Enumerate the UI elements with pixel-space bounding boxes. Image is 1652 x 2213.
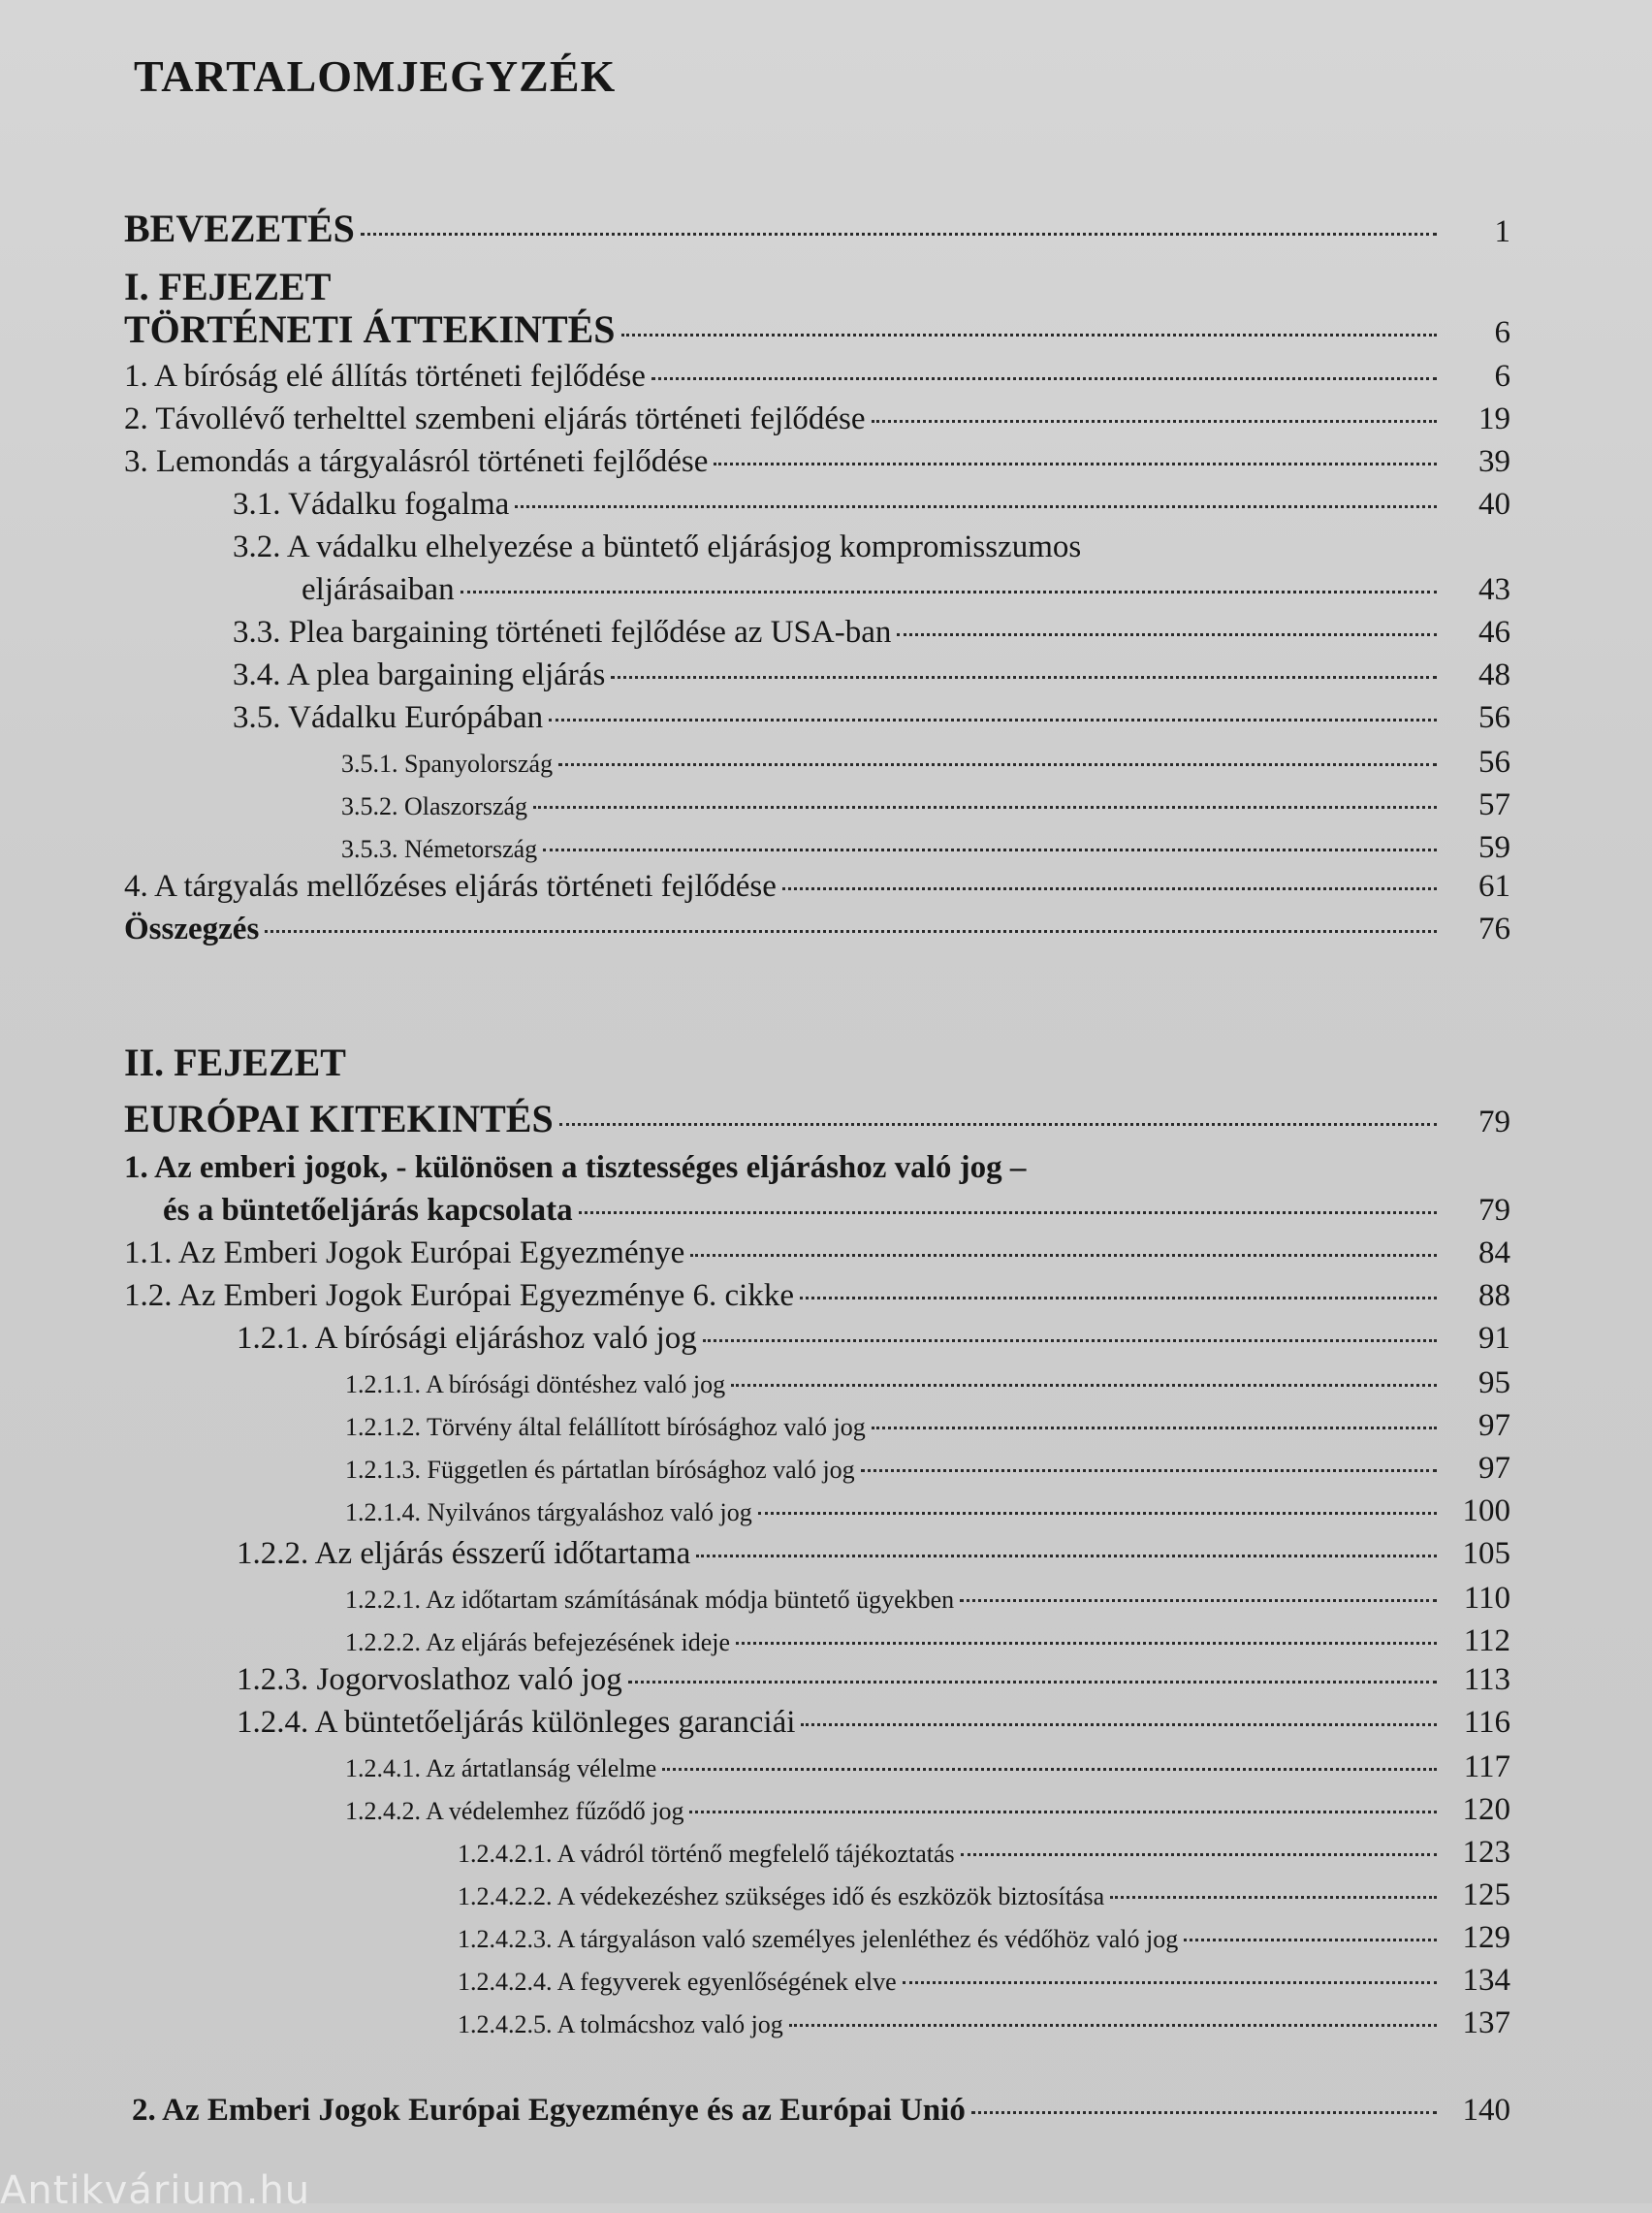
toc-entry [124,306,1510,352]
dot-leader [703,1339,1437,1342]
toc-entry-title: 1.2.1.2. Törvény által felállított bírósághoz való jog [345,1413,866,1441]
toc-entry-title: TÖRTÉNETI ÁTTEKINTÉS [124,307,616,351]
toc-entry-title: 3.2. A vádalku elhelyezése a büntető eljárásjog kompromisszumos [233,529,1082,564]
toc-entry-title: 1.2.4.2.3. A tárgyaláson való személyes jelenléthez és védőhöz való jog [458,1925,1179,1953]
toc-entry [345,1792,1510,1828]
toc-entry-page: 57 [1478,787,1510,822]
toc-entry-title: 1.2.4.2.4. A fegyverek egyenlőségének elve [458,1968,897,1996]
dot-leader [543,849,1437,851]
dot-leader [714,463,1437,465]
toc-entry-title: 4. A tárgyalás mellőzéses eljárás történeti fejlődése [124,869,777,904]
chapter-label: I. FEJEZET [124,265,332,308]
dot-leader [861,1469,1437,1472]
toc-entry-page: 39 [1478,444,1510,479]
toc-entry [124,1235,1510,1271]
toc-entry-title: 1.2. Az Emberi Jogok Európai Egyezménye 6. cikke [124,1278,794,1313]
toc-entry-title: 1.2.4.2.1. A vádról történő megfelelő tájékoztatás [458,1840,955,1868]
dot-leader [782,887,1437,890]
toc-entry-page: 112 [1463,1623,1510,1658]
dot-leader [872,420,1437,423]
toc-entry [124,359,1510,395]
toc-entry-page: 117 [1463,1749,1510,1784]
toc-entry-title: 2. Az Emberi Jogok Európai Egyezménye és az Európai Unió [132,2093,966,2128]
toc-entry-page: 76 [1478,912,1510,946]
dot-leader [800,1297,1437,1299]
toc-entry-page: 120 [1462,1792,1510,1827]
toc-entry-title: 1. Az emberi jogok, - különösen a tisztességes eljáráshoz való jog – [124,1150,1027,1185]
toc-entry-page: 140 [1462,2093,1510,2128]
toc-entry-page: 113 [1463,1662,1510,1697]
toc-entry-page: 95 [1478,1365,1510,1400]
toc-entry [458,1963,1510,1999]
toc-entry-title: 3.3. Plea bargaining történeti fejlődése az USA-ban [233,615,892,650]
toc-entry-title: 1.2.4.1. Az ártatlanság vélelme [345,1754,657,1782]
toc-entry [458,1920,1510,1956]
toc-entry [458,1877,1510,1913]
toc-entry [124,869,1510,905]
toc-entry-title: 1.1. Az Emberi Jogok Európai Egyezménye [124,1235,685,1270]
toc-entry [124,912,1510,947]
toc-entry [345,1451,1510,1487]
toc-entry-page: 46 [1478,615,1510,650]
dot-leader [696,1555,1437,1557]
toc-entry-page: 6 [1494,359,1510,394]
toc-entry-page: 61 [1478,869,1510,904]
toc-entry-page: 91 [1478,1321,1510,1356]
toc-entry-title: Összegzés [124,912,260,946]
toc-entry [163,1193,1510,1229]
dot-leader [801,1723,1437,1726]
toc-entry [233,700,1510,736]
page-title: TARTALOMJEGYZÉK [134,51,617,101]
toc-entry-title: 1. A bíróság elé állítás történeti fejlődése [124,359,646,394]
dot-leader [897,633,1437,636]
toc-entry-title: 3.4. A plea bargaining eljárás [233,657,606,692]
dot-leader [960,1599,1437,1602]
dot-leader [731,1384,1437,1387]
toc-entry [233,657,1510,693]
toc-entry-page: 88 [1478,1278,1510,1313]
toc-entry-page: 48 [1478,657,1510,692]
toc-entry [302,572,1510,608]
dot-leader [559,1123,1437,1126]
dot-leader [961,1853,1437,1856]
dot-leader [515,505,1437,508]
toc-entry [237,1705,1510,1741]
toc-entry-page: 97 [1478,1408,1510,1443]
toc-entry [341,830,1510,866]
toc-entry-page: 84 [1478,1235,1510,1270]
toc-entry-page: 134 [1462,1963,1510,1998]
dot-leader [758,1512,1437,1515]
toc-entry [341,745,1510,781]
toc-entry [124,444,1510,480]
toc-entry-page: 40 [1478,487,1510,522]
toc-entry-page: 59 [1478,830,1510,865]
toc-entry-title: 1.2.4.2.5. A tolmácshoz való jog [458,2010,783,2038]
toc-entry-title: 1.2.4.2. A védelemhez fűződő jog [345,1797,684,1825]
toc-entry [458,2005,1510,2041]
toc-entry-page: 79 [1478,1105,1510,1139]
toc-entry-title: 1.2.2.1. Az időtartam számításának módja büntető ügyekben [345,1586,955,1614]
dot-leader [558,763,1437,766]
toc-entry [233,529,1510,565]
toc-entry [345,1623,1510,1659]
toc-entry-title: 3. Lemondás a tárgyalásról történeti fejlődése [124,444,709,479]
toc-entry-page: 43 [1478,572,1510,607]
toc-entry [132,2093,1510,2129]
toc-entry-title: 2. Távollévő terhelttel szembeni eljárás történeti fejlődése [124,401,866,436]
toc-entry-page: 110 [1463,1581,1510,1616]
toc-entry-title: 1.2.1.3. Független és pártatlan bírósághoz való jog [345,1456,855,1484]
toc-entry-page: 56 [1478,700,1510,735]
toc-entry-title: 3.5.2. Olaszország [341,792,528,820]
dot-leader [628,1681,1437,1684]
toc-entry-title: 3.5.3. Németország [341,835,538,863]
dot-leader [689,1811,1437,1813]
toc-entry-page: 19 [1478,401,1510,436]
dot-leader [533,806,1437,809]
toc-entry [124,206,1510,251]
dot-leader [662,1768,1437,1771]
toc-entry-page: 1 [1494,214,1510,249]
toc-entry-title: 1.2.4.2.2. A védekezéshez szükséges idő és eszközök biztosítása [458,1882,1105,1910]
dot-leader [265,930,1437,933]
dot-leader [579,1211,1437,1214]
dot-leader [789,2024,1437,2027]
dot-leader [461,591,1437,593]
dot-leader [611,676,1437,679]
dot-leader [971,2111,1437,2114]
toc-entry-title: 1.2.2.2. Az eljárás befejezésének ideje [345,1628,731,1656]
dot-leader [690,1254,1437,1257]
toc-entry-title: 1.2.1.4. Nyilvános tárgyaláshoz való jog [345,1498,752,1526]
dot-leader [1184,1939,1437,1941]
dot-leader [361,233,1437,236]
toc-entry [345,1365,1510,1401]
toc-entry-title: 1.2.2. Az eljárás ésszerű időtartama [237,1536,691,1571]
dot-leader [1110,1896,1437,1899]
toc-entry-title: EURÓPAI KITEKINTÉS [124,1097,554,1140]
toc-entry-title: 1.2.1.1. A bírósági döntéshez való jog [345,1370,726,1398]
toc-entry [345,1493,1510,1529]
dot-leader [621,334,1437,337]
toc-entry [124,1096,1510,1141]
toc-entry [124,401,1510,437]
toc-entry-page: 123 [1462,1835,1510,1870]
toc-entry-page: 105 [1462,1536,1510,1571]
toc-entry [237,1536,1510,1572]
toc-entry-title: 1.2.3. Jogorvoslathoz való jog [237,1662,622,1697]
toc-entry [345,1749,1510,1785]
dot-leader [651,377,1437,380]
dot-leader [736,1642,1437,1645]
toc-entry-title: 1.2.4. A büntetőeljárás különleges garanciái [237,1705,796,1740]
toc-entry-page: 56 [1478,745,1510,780]
toc-entry-page: 100 [1462,1493,1510,1528]
dot-leader [549,719,1437,722]
toc-entry-page: 116 [1463,1705,1510,1740]
toc-entry-title: és a büntetőeljárás kapcsolata [163,1193,573,1228]
toc-entry-title: BEVEZETÉS [124,207,355,250]
toc-entry-title: 3.1. Vádalku fogalma [233,487,510,522]
toc-entry-title: 1.2.1. A bírósági eljáráshoz való jog [237,1321,697,1356]
toc-entry [345,1581,1510,1617]
dot-leader [872,1427,1437,1429]
toc-entry-page: 129 [1462,1920,1510,1955]
toc-entry-page: 6 [1494,315,1510,350]
toc-entry-page: 79 [1478,1193,1510,1228]
toc-entry [233,615,1510,651]
toc-entry-page: 97 [1478,1451,1510,1486]
dot-leader [903,1981,1437,1984]
toc-entry [233,487,1510,523]
toc-entry [237,1321,1510,1357]
toc-entry-page: 137 [1462,2005,1510,2040]
toc-entry-title: 3.5.1. Spanyolország [341,750,554,778]
toc-entry [458,1835,1510,1871]
toc-entry-title: 3.5. Vádalku Európában [233,700,544,735]
watermark: Antikvárium.hu [0,2168,311,2213]
chapter-label: II. FEJEZET [124,1041,346,1084]
toc-entry [341,787,1510,823]
toc-entry [124,1278,1510,1314]
toc-entry-page: 125 [1462,1877,1510,1912]
toc-entry-title: eljárásaiban [302,572,455,607]
toc-entry [237,1662,1510,1698]
toc-entry [345,1408,1510,1444]
